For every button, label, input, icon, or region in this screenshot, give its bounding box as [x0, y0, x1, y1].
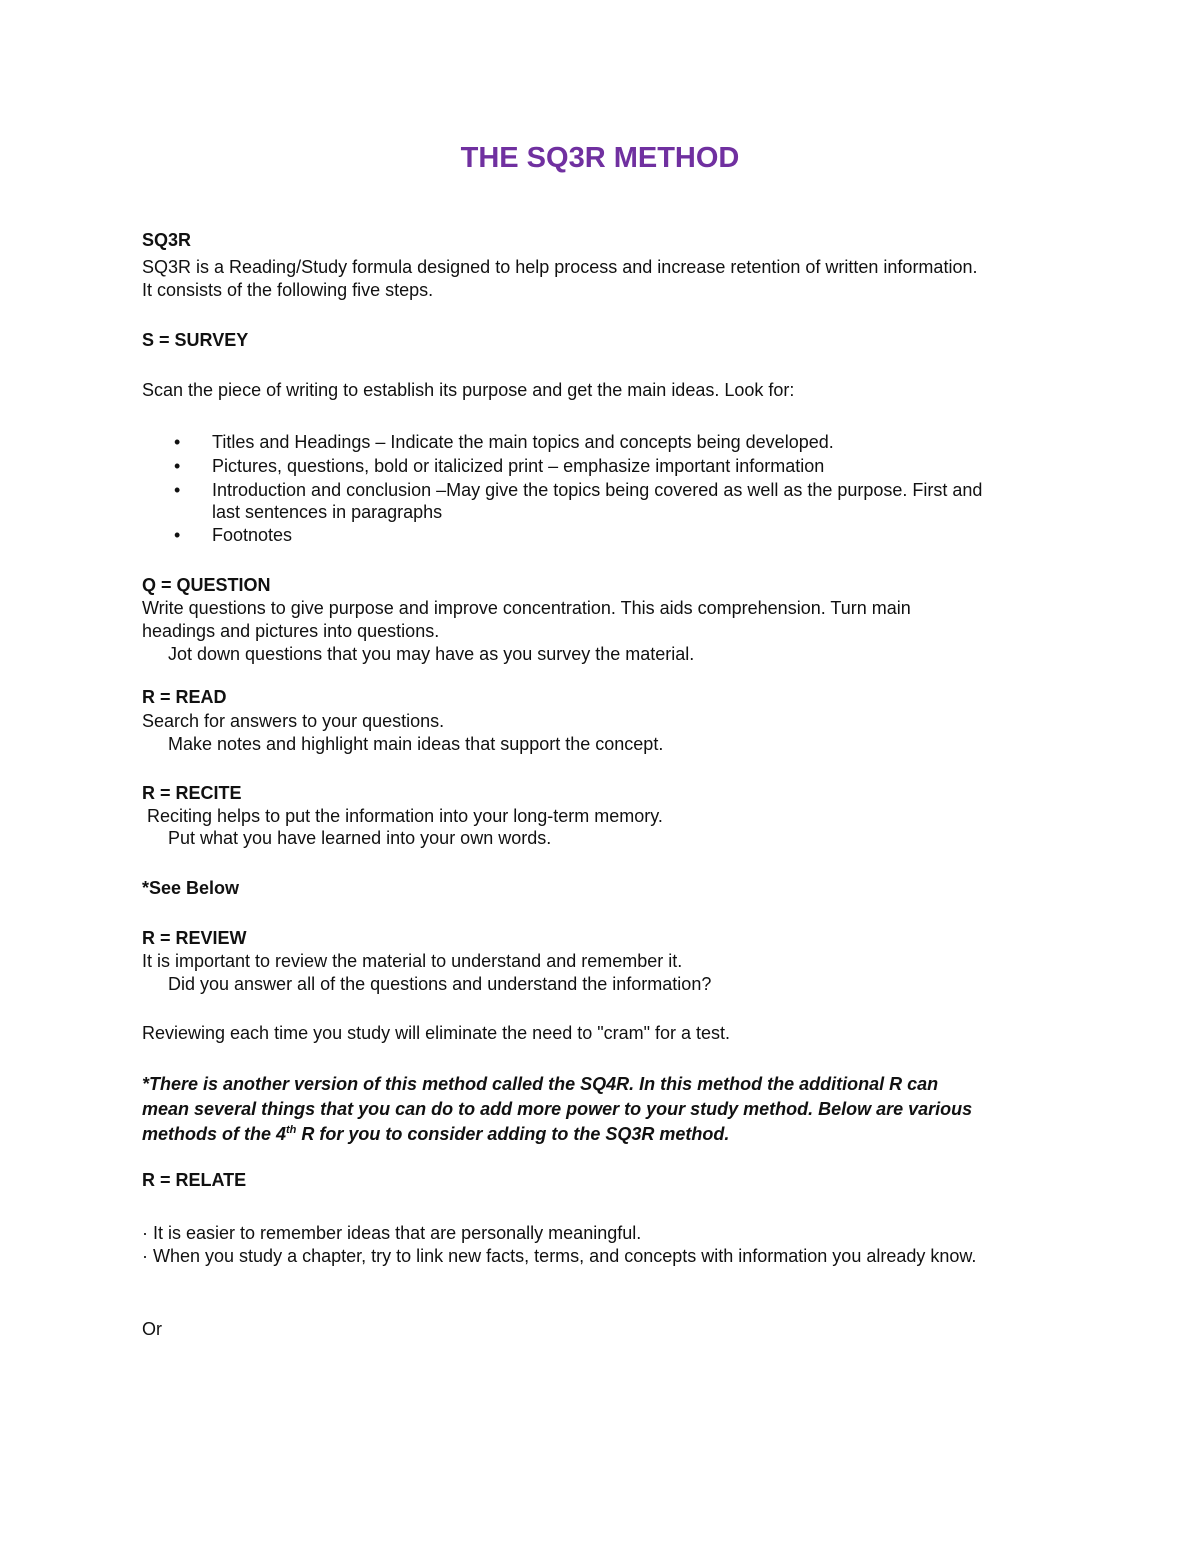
survey-bullet-item: Footnotes: [212, 525, 293, 545]
recite-text-line-2: Put what you have learned into your own words.: [168, 828, 552, 848]
survey-heading: S = SURVEY: [142, 330, 249, 350]
sq3r-text-line-1: SQ3R is a Reading/Study formula designed to help process and increase retention of written information.: [142, 257, 978, 277]
survey-bullet-item-continued: last sentences in paragraphs: [212, 502, 443, 522]
bullet-icon: •: [174, 456, 181, 476]
ordinal-superscript: th: [286, 1124, 297, 1136]
sq4r-note-line-2: mean several things that you can do to add more power to your study method. Below are various: [142, 1099, 973, 1119]
review-text-line-1: It is important to review the material to understand and remember it.: [142, 951, 683, 971]
relate-text-line-2: · When you study a chapter, try to link new facts, terms, and concepts with information you already know.: [142, 1246, 977, 1266]
relate-text-line-1: · It is easier to remember ideas that are personally meaningful.: [142, 1223, 642, 1243]
or-text: Or: [142, 1319, 162, 1339]
question-text-line-2: headings and pictures into questions.: [142, 621, 440, 641]
question-heading: Q = QUESTION: [142, 575, 271, 595]
sq4r-note-line-3-start: methods of the 4: [142, 1124, 287, 1144]
sq4r-note-line-1: *There is another version of this method called the SQ4R. In this method the additional R can: [142, 1074, 939, 1094]
survey-intro: Scan the piece of writing to establish its purpose and get the main ideas. Look for:: [142, 380, 795, 400]
bullet-icon: •: [174, 432, 181, 452]
sq3r-heading: SQ3R: [142, 230, 192, 250]
sq4r-note-line-3: [142, 1123, 729, 1145]
read-text-line-2: Make notes and highlight main ideas that support the concept.: [168, 734, 664, 754]
survey-bullet-item: Titles and Headings – Indicate the main topics and concepts being developed.: [212, 432, 834, 452]
question-text-line-1: Write questions to give purpose and improve concentration. This aids comprehension. Turn main: [142, 598, 911, 618]
recite-heading: R = RECITE: [142, 783, 242, 803]
see-below-note: *See Below: [142, 878, 240, 898]
bullet-icon: •: [174, 525, 181, 545]
bullet-icon: •: [174, 480, 181, 500]
survey-bullet-item: Introduction and conclusion –May give the topics being covered as well as the purpose. First and: [212, 480, 983, 500]
page-title: THE SQ3R METHOD: [460, 142, 740, 174]
sq4r-note-line-3-end: R for you to consider adding to the SQ3R method.: [296, 1124, 730, 1144]
read-text-line-1: Search for answers to your questions.: [142, 711, 445, 731]
question-text-line-3: Jot down questions that you may have as you survey the material.: [168, 644, 695, 664]
review-heading: R = REVIEW: [142, 928, 247, 948]
read-heading: R = READ: [142, 687, 227, 707]
review-text-line-3: Reviewing each time you study will eliminate the need to "cram" for a test.: [142, 1023, 731, 1043]
recite-text-line-1: Reciting helps to put the information into your long-term memory.: [142, 806, 663, 826]
sq3r-text-line-2: It consists of the following five steps.: [142, 280, 434, 300]
survey-bullet-item: Pictures, questions, bold or italicized print – emphasize important information: [212, 456, 825, 476]
review-text-line-2: Did you answer all of the questions and understand the information?: [168, 974, 712, 994]
relate-heading: R = RELATE: [142, 1170, 247, 1190]
